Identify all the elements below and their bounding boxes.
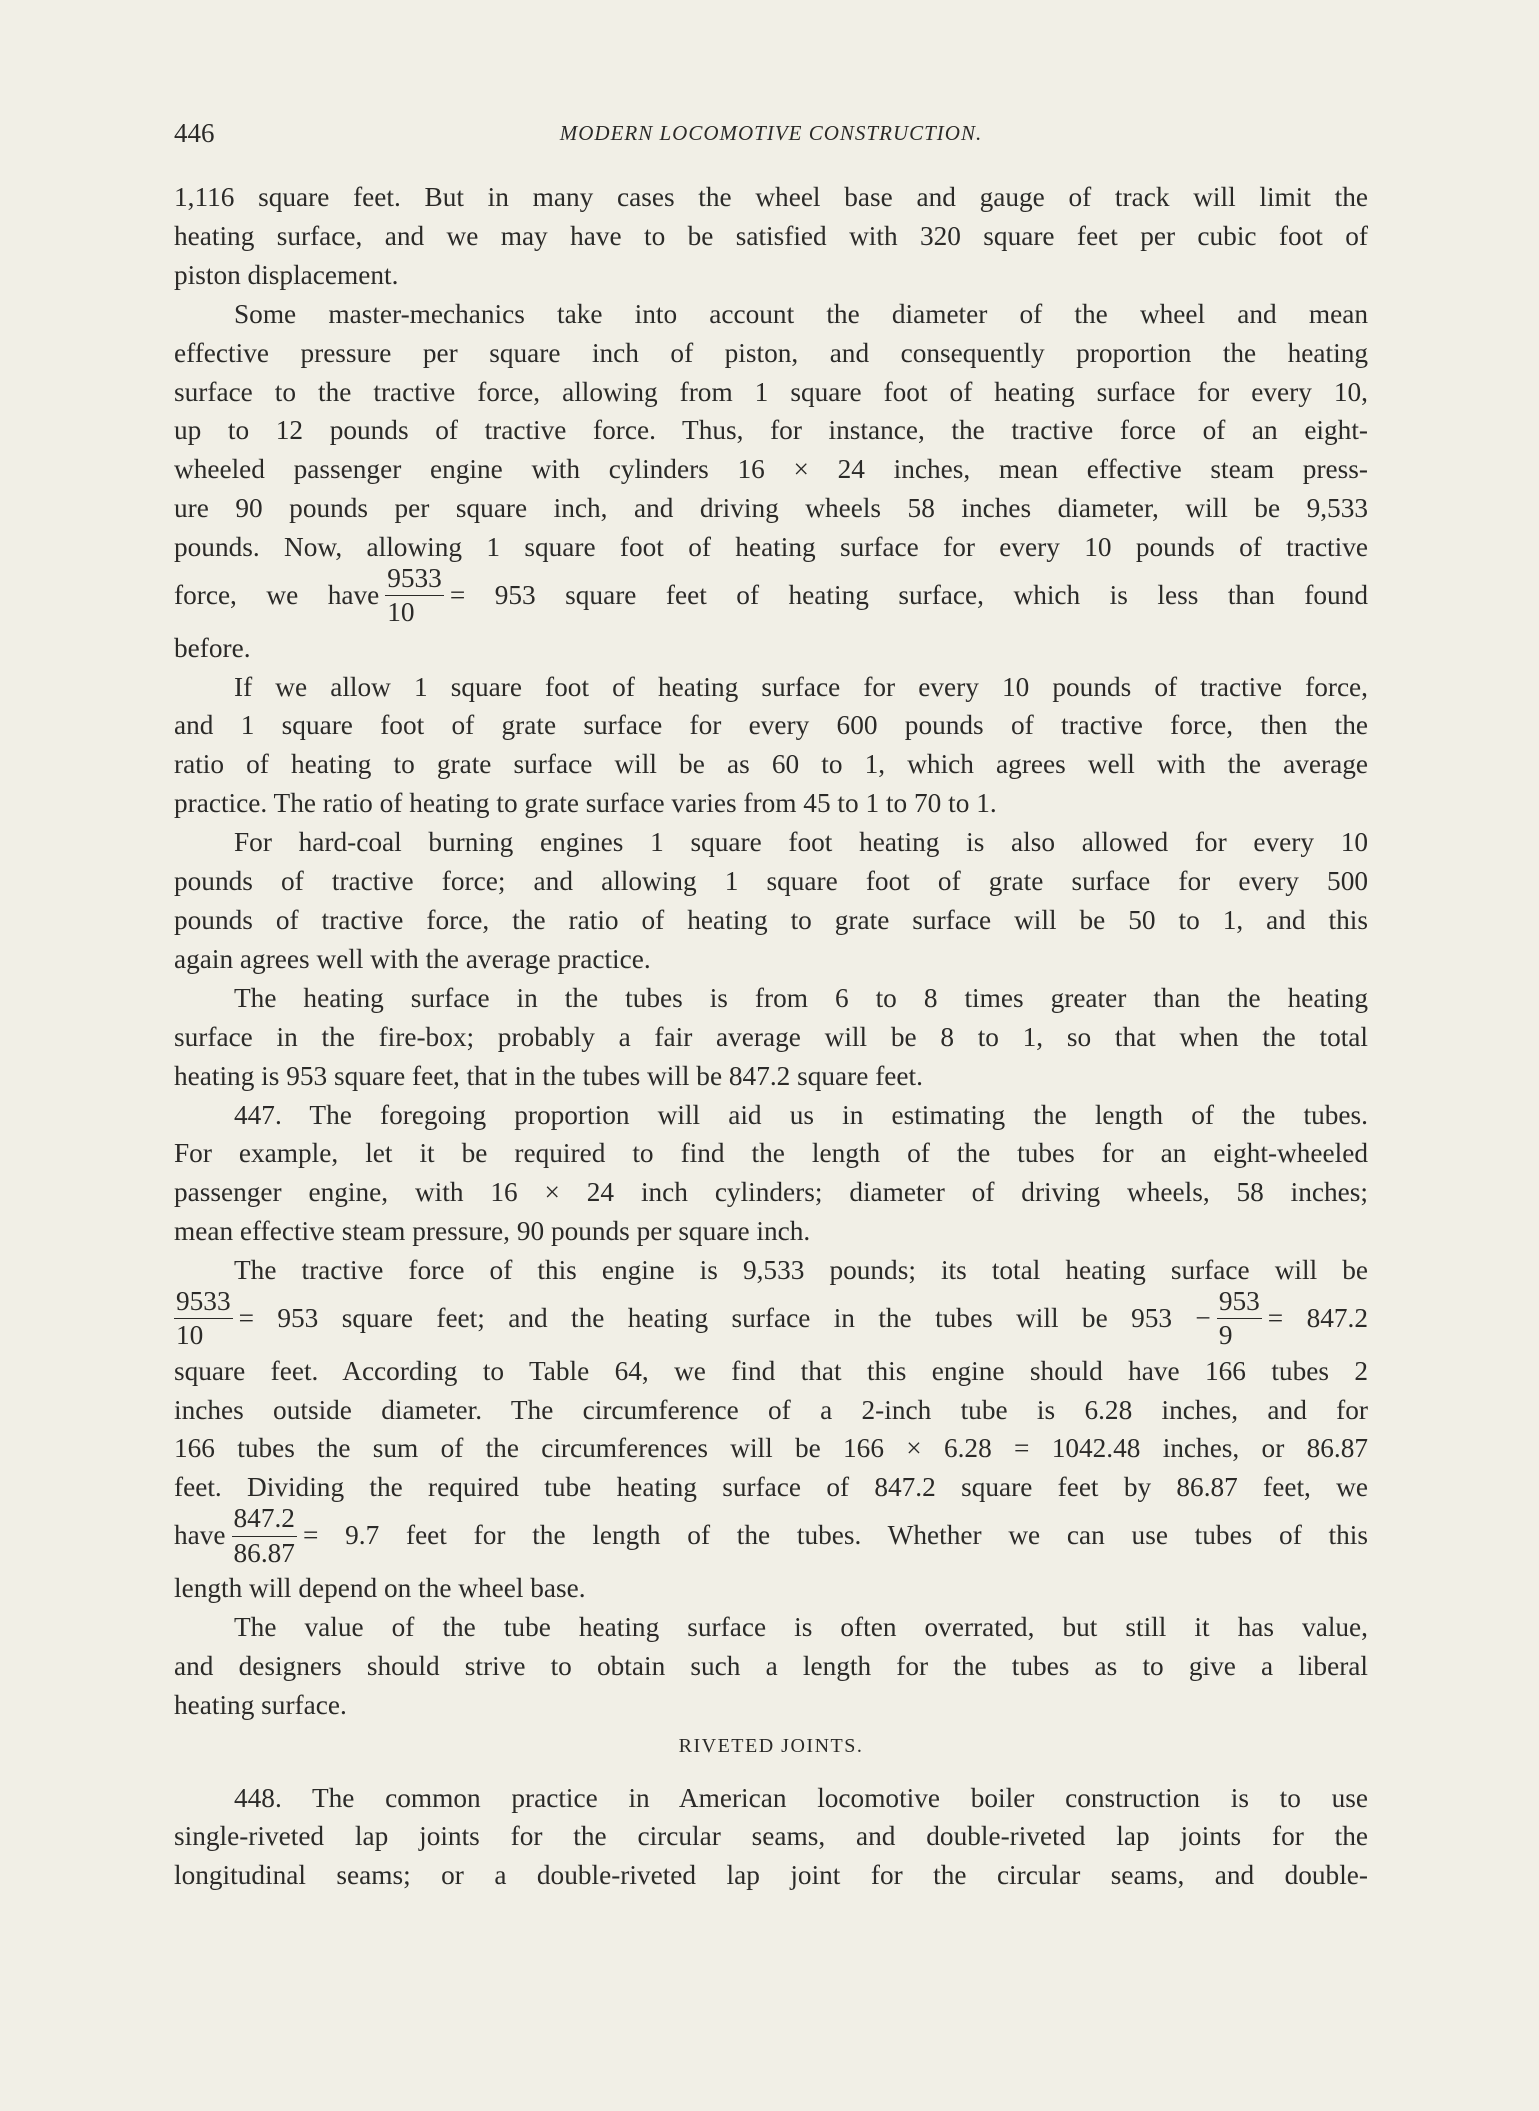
formula-line: [174, 1503, 1368, 1569]
paragraph-line: If we allow 1 square foot of heating surface for every 10 pounds of tractive force,: [234, 671, 1368, 702]
paragraph-line: ratio of heating to grate surface will be as 60 to 1, which agrees well with the average: [174, 749, 1368, 780]
formula-text-after: = 9.7 feet for the length of the tubes. Whether we can use tubes of this: [302, 1520, 1368, 1551]
section-heading: RIVETED JOINTS.: [678, 1734, 864, 1757]
paragraph-line: The tractive force of this engine is 9,533 pounds; its total heating surface will be: [234, 1255, 1368, 1286]
paragraph-line: heating surface.: [174, 1689, 347, 1720]
paragraph-line: heating is 953 square feet, that in the tubes will be 847.2 square feet.: [174, 1060, 923, 1091]
paragraph-line: surface to the tractive force, allowing from 1 square foot of heating surface for every 10,: [174, 376, 1368, 407]
paragraph-line: 166 tubes the sum of the circumferences will be 166 × 6.28 = 1042.48 inches, or 86.87: [174, 1433, 1368, 1464]
paragraph-line: piston displacement.: [174, 259, 399, 290]
fraction-numerator: 953: [1217, 1288, 1262, 1319]
fraction: [174, 1288, 233, 1350]
paragraph-line: square feet. According to Table 64, we find that this engine should have 166 tubes 2: [174, 1355, 1368, 1386]
fraction-numerator: 847.2: [232, 1505, 297, 1536]
paragraph-line: The value of the tube heating surface is often overrated, but still it has value,: [234, 1611, 1368, 1642]
fraction-denominator: 9: [1218, 1320, 1233, 1351]
paragraph-line: 1,116 square feet. But in many cases the wheel base and gauge of track will limit the: [174, 182, 1368, 212]
paragraph-line: feet. Dividing the required tube heating surface of 847.2 square feet by 86.87 feet, we: [174, 1472, 1368, 1503]
paragraph-line: single-riveted lap joints for the circular seams, and double-riveted lap joints for the: [174, 1821, 1368, 1852]
paragraph-line: practice. The ratio of heating to grate surface varies from 45 to 1 to 70 to 1.: [174, 788, 997, 819]
paragraph-line: wheeled passenger engine with cylinders 16 × 24 inches, mean effective steam press-: [174, 454, 1368, 485]
paragraph-line: pounds of tractive force; and allowing 1 square foot of grate surface for every 500: [174, 866, 1368, 897]
formula-line: [174, 1286, 1368, 1352]
formula-line: [174, 563, 1368, 629]
fraction-denominator: 10: [387, 597, 415, 628]
page-number: 446: [174, 118, 215, 148]
formula-text-after: = 953 square feet of heating surface, which is less than found: [449, 580, 1368, 611]
paragraph-line: The heating surface in the tubes is from 6 to 8 times greater than the heating: [234, 982, 1368, 1013]
fraction: [232, 1505, 297, 1567]
paragraph-line: length will depend on the wheel base.: [174, 1572, 586, 1603]
fraction-numerator: 9533: [174, 1288, 233, 1319]
paragraph-line: and designers should strive to obtain such a length for the tubes as to give a liberal: [174, 1650, 1368, 1681]
paragraph-line: longitudinal seams; or a double-riveted lap joint for the circular seams, and double-: [174, 1860, 1368, 1891]
paragraph-line: ure 90 pounds per square inch, and driving wheels 58 inches diameter, will be 9,533: [174, 493, 1368, 524]
paragraph-line: For hard-coal burning engines 1 square foot heating is also allowed for every 10: [234, 827, 1368, 858]
fraction-denominator: 10: [176, 1320, 204, 1351]
fraction: [1217, 1288, 1262, 1350]
paragraph-line: up to 12 pounds of tractive force. Thus, for instance, the tractive force of an eight-: [174, 415, 1368, 446]
formula-text-end: = 847.2: [1267, 1303, 1368, 1334]
paragraph-line: 447. The foregoing proportion will aid us in estimating the length of the tubes.: [234, 1099, 1368, 1130]
page-header: [174, 118, 1368, 158]
running-title: MODERN LOCOMOTIVE CONSTRUCTION.: [559, 121, 983, 145]
paragraph-line: For example, let it be required to find the length of the tubes for an eight-wheeled: [174, 1138, 1368, 1169]
formula-text-middle: = 953 square feet; and the heating surface in the tubes will be 953 −: [238, 1303, 1211, 1334]
formula-text-before: have: [174, 1520, 226, 1551]
fraction: [385, 565, 444, 627]
fraction-numerator: 9533: [385, 565, 444, 596]
paragraph-line: passenger engine, with 16 × 24 inch cylinders; diameter of driving wheels, 58 inches;: [174, 1177, 1368, 1208]
paragraph-line: pounds. Now, allowing 1 square foot of heating surface for every 10 pounds of tractive: [174, 532, 1368, 563]
body-text: [174, 178, 1368, 1895]
paragraph-line: Some master-mechanics take into account the diameter of the wheel and mean: [234, 298, 1368, 329]
fraction-denominator: 86.87: [233, 1537, 295, 1568]
paragraph-line: heating surface, and we may have to be satisfied with 320 square feet per cubic foot of: [174, 220, 1368, 251]
formula-text-before: force, we have: [174, 580, 380, 611]
paragraph-line: 448. The common practice in American locomotive boiler construction is to use: [234, 1782, 1368, 1813]
paragraph-line: inches outside diameter. The circumference of a 2-inch tube is 6.28 inches, and for: [174, 1394, 1368, 1425]
paragraph-line: again agrees well with the average practice.: [174, 943, 651, 974]
book-page: [174, 118, 1368, 1895]
paragraph-line: effective pressure per square inch of piston, and consequently proportion the heating: [174, 337, 1368, 368]
paragraph-line: mean effective steam pressure, 90 pounds per square inch.: [174, 1216, 811, 1247]
paragraph-line: and 1 square foot of grate surface for every 600 pounds of tractive force, then the: [174, 710, 1368, 741]
paragraph-line: pounds of tractive force, the ratio of heating to grate surface will be 50 to 1, and this: [174, 905, 1368, 935]
paragraph-line: before.: [174, 632, 251, 663]
paragraph-line: surface in the fire-box; probably a fair average will be 8 to 1, so that when the total: [174, 1021, 1368, 1052]
